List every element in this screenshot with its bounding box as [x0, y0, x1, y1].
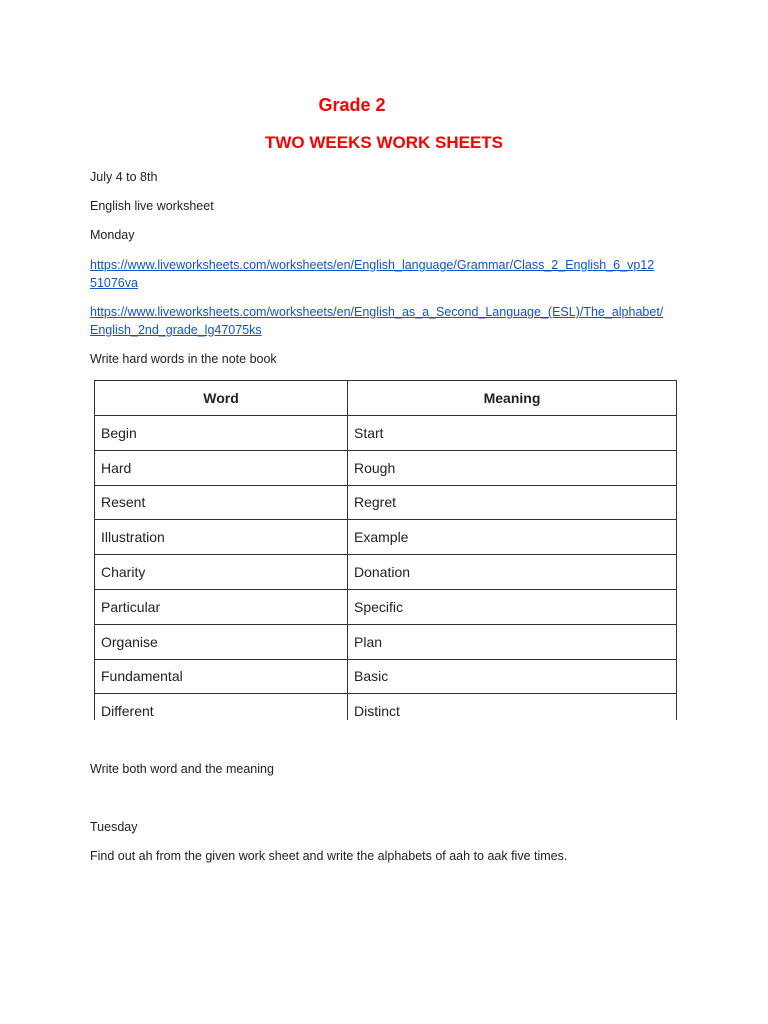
- worksheet-link-2-line-1[interactable]: https://www.liveworksheets.com/worksheets/en/English_as_a_Second_Language_(ESL)/The_alphabet/: [90, 305, 664, 319]
- grade-title: Grade 2: [318, 95, 386, 115]
- instruction-alphabets: Find out ah from the given work sheet and write the alphabets of aah to aak five times.: [90, 849, 568, 863]
- word-cell: Resent: [95, 485, 348, 520]
- word-cell: Charity: [95, 555, 348, 590]
- worksheet-link-2-line-2[interactable]: English_2nd_grade_lg47075ks: [90, 323, 262, 337]
- word-cell: Particular: [95, 589, 348, 624]
- meaning-cell: Basic: [348, 659, 677, 694]
- table-row: [95, 659, 677, 694]
- table-row: [95, 624, 677, 659]
- column-header-meaning: Meaning: [348, 381, 677, 416]
- vocab-table: [94, 380, 677, 720]
- word-cell: Illustration: [95, 520, 348, 555]
- word-cell: Fundamental: [95, 659, 348, 694]
- meaning-cell: Regret: [348, 485, 677, 520]
- word-cell: Different: [95, 694, 348, 720]
- table-header-row: [95, 381, 677, 416]
- subject-line: English live worksheet: [90, 199, 214, 213]
- word-cell: Organise: [95, 624, 348, 659]
- column-header-word: Word: [95, 381, 348, 416]
- day-monday: Monday: [90, 228, 135, 242]
- table-row: [95, 416, 677, 451]
- table-row: [95, 589, 677, 624]
- worksheet-heading: TWO WEEKS WORK SHEETS: [265, 133, 503, 152]
- table-row: [95, 694, 677, 720]
- day-tuesday: Tuesday: [90, 820, 138, 834]
- table-row: [95, 485, 677, 520]
- instruction-note-book: Write hard words in the note book: [90, 352, 277, 366]
- worksheet-link-1-line-2[interactable]: 51076va: [90, 276, 138, 290]
- worksheet-link-1-line-1[interactable]: https://www.liveworksheets.com/worksheets/en/English_language/Grammar/Class_2_English_6_vp12: [90, 258, 655, 272]
- table-row: [95, 520, 677, 555]
- word-cell: Begin: [95, 416, 348, 451]
- meaning-cell: Example: [348, 520, 677, 555]
- instruction-word-meaning: Write both word and the meaning: [90, 762, 274, 776]
- table-row: [95, 450, 677, 485]
- meaning-cell: Plan: [348, 624, 677, 659]
- table-row: [95, 555, 677, 590]
- meaning-cell: Distinct: [348, 694, 677, 720]
- meaning-cell: Start: [348, 416, 677, 451]
- meaning-cell: Donation: [348, 555, 677, 590]
- meaning-cell: Specific: [348, 589, 677, 624]
- date-range: July 4 to 8th: [90, 170, 158, 184]
- word-cell: Hard: [95, 450, 348, 485]
- meaning-cell: Rough: [348, 450, 677, 485]
